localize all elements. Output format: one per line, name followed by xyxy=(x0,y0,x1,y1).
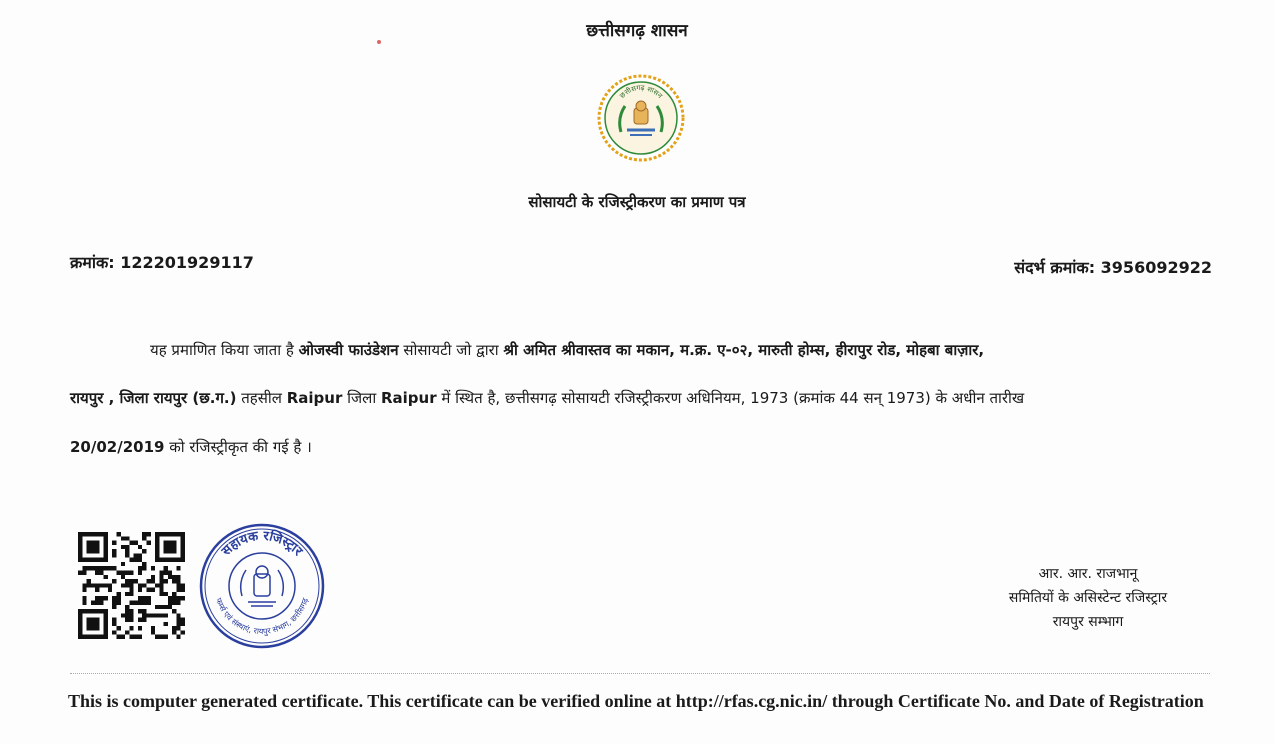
footer-divider xyxy=(70,673,1210,674)
society-address-city: रायपुर , जिला रायपुर (छ.ग.) xyxy=(70,389,237,407)
svg-text:छत्तीसगढ़ शासन: छत्तीसगढ़ शासन xyxy=(618,83,664,100)
district: Raipur xyxy=(380,389,437,407)
body-line-1 xyxy=(150,340,984,360)
registration-date: 20/02/2019 xyxy=(70,438,165,456)
society-name: ओजस्वी फाउंडेशन xyxy=(298,341,399,359)
certificate-serial-number: क्रमांक: 122201929117 xyxy=(70,253,254,272)
signatory-designation: समितियों के असिस्टेन्ट रजिस्ट्रार xyxy=(1008,590,1168,606)
body-text: यह प्रमाणित किया जाता है xyxy=(150,341,299,359)
signatory-block xyxy=(968,562,1208,634)
chhattisgarh-emblem-icon xyxy=(597,74,685,162)
body-text: में स्थित है, छत्तीसगढ़ सोसायटी रजिस्ट्रीकरण अधिनियम, 1973 (क्रमांक 44 सन् 1973) के अधीन तारीख xyxy=(436,389,1025,407)
svg-text:फर्म्स एवं संस्थाएं, रायपुर सं: फर्म्स एवं संस्थाएं, रायपुर संभाग, छत्तीसगढ़ xyxy=(213,596,311,637)
qr-code-icon[interactable] xyxy=(78,532,185,639)
body-line-2 xyxy=(70,388,1024,408)
reference-number: संदर्भ क्रमांक: 3956092922 xyxy=(1014,258,1212,277)
body-text: को रजिस्ट्रीकृत की गई है । xyxy=(164,438,312,456)
signatory-division: रायपुर सम्भाग xyxy=(1052,614,1124,630)
government-header: छत्तीसगढ़ शासन xyxy=(586,21,688,41)
signatory-name: आर. आर. राजभानू xyxy=(1038,566,1138,582)
body-text: तहसील xyxy=(236,389,287,407)
society-address: श्री अमित श्रीवास्तव का मकान, म.क्र. ए-०२, मारुती होम्स, हीरापुर रोड, मोहबा बाज़ार, xyxy=(503,341,985,359)
registrar-seal-icon xyxy=(198,522,326,650)
svg-text:सहायक रजिस्ट्रार: सहायक रजिस्ट्रार xyxy=(219,528,306,560)
body-line-3 xyxy=(70,437,312,457)
body-text: सोसायटी जो द्वारा xyxy=(398,341,504,359)
tehsil: Raipur xyxy=(286,389,343,407)
verification-note: This is computer generated certificate. This certificate can be verified online at http://rfas.cg.nic.in/ through Certificate No. and Date of Registration xyxy=(68,691,1204,711)
certificate-title: सोसायटी के रजिस्ट्रीकरण का प्रमाण पत्र xyxy=(528,193,746,211)
body-text: जिला xyxy=(342,389,381,407)
